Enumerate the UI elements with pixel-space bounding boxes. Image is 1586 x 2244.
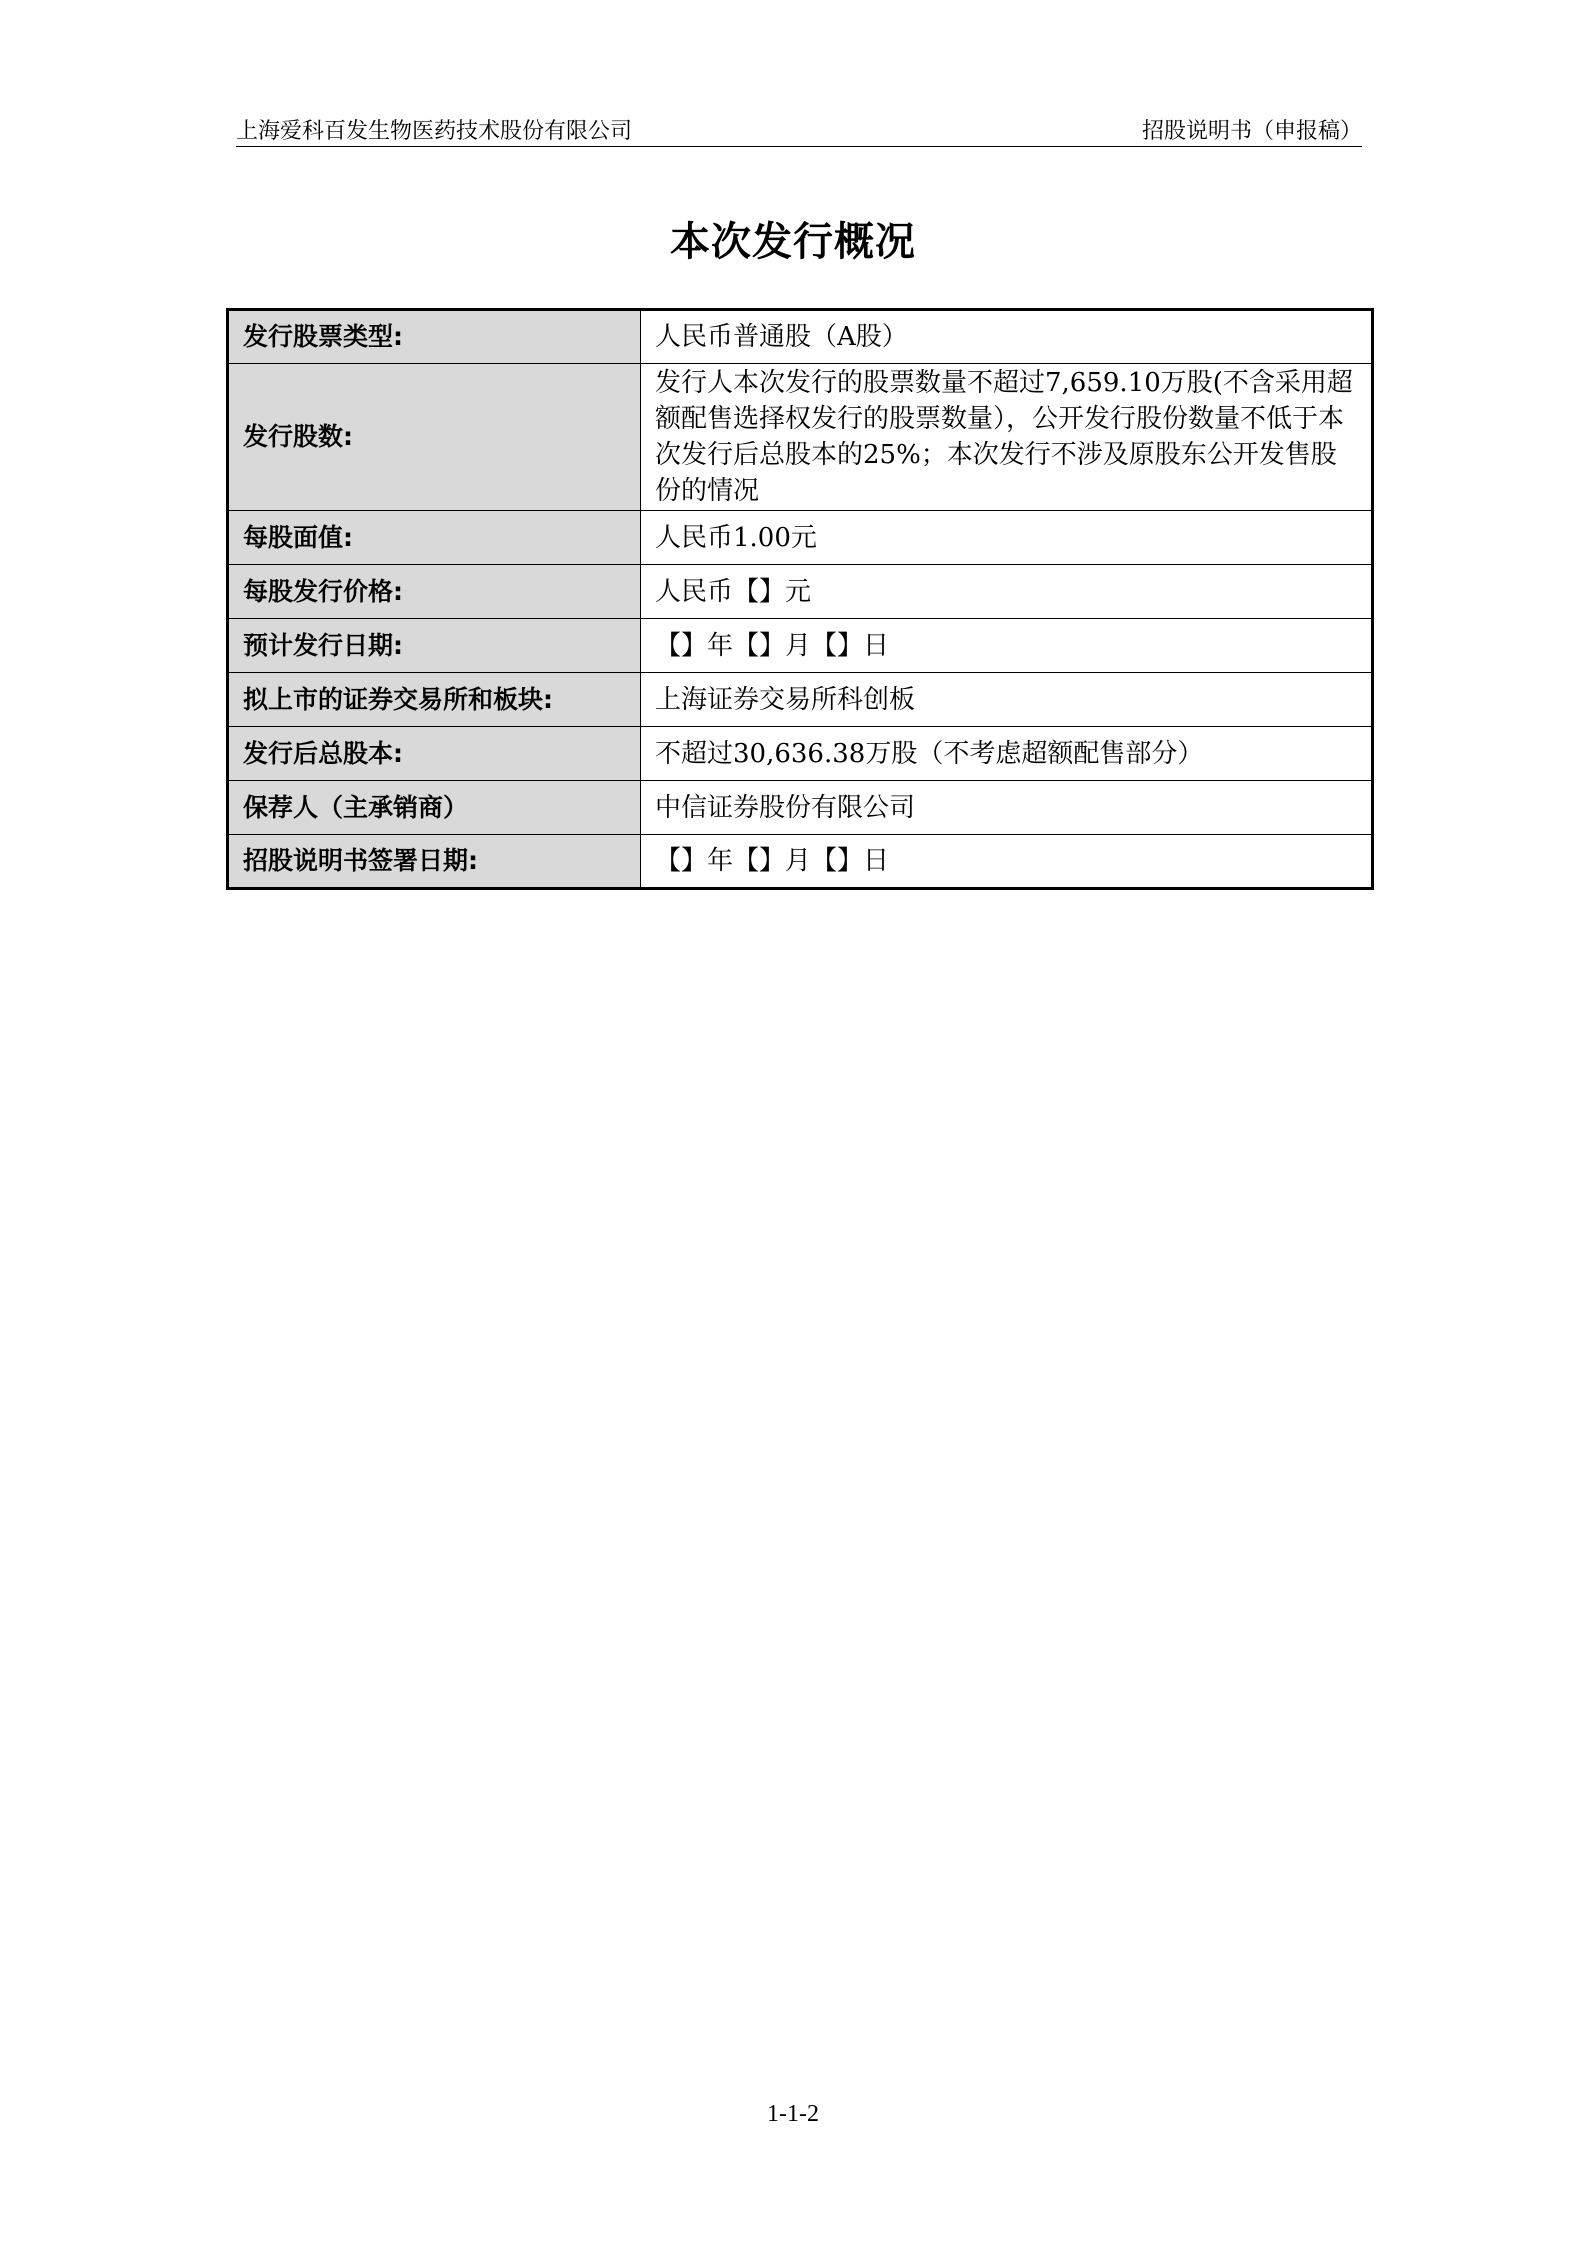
row-label: 发行股票类型: (228, 310, 641, 364)
row-value: 人民币1.00元 (641, 511, 1373, 565)
table-row (228, 673, 1373, 727)
row-value: 人民币普通股（A股） (641, 310, 1373, 364)
row-label: 每股面值: (228, 511, 641, 565)
row-label: 每股发行价格: (228, 565, 641, 619)
row-label: 保荐人（主承销商） (228, 781, 641, 835)
row-label: 发行后总股本: (228, 727, 641, 781)
table-row (228, 619, 1373, 673)
table-row (228, 727, 1373, 781)
row-value: 不超过30,636.38万股（不考虑超额配售部分） (641, 727, 1373, 781)
row-label: 预计发行日期: (228, 619, 641, 673)
row-value: 上海证券交易所科创板 (641, 673, 1373, 727)
row-value: 发行人本次发行的股票数量不超过7,659.10万股(不含采用超额配售选择权发行的股票数量），公开发行股份数量不低于本次发行后总股本的25%；本次发行不涉及原股东公开发售股份的情况 (641, 364, 1373, 511)
row-value: 【】年【】月【】日 (641, 835, 1373, 889)
company-name: 上海爱科百发生物医药技术股份有限公司 (236, 119, 633, 144)
page-header (236, 106, 1362, 147)
table-row (228, 565, 1373, 619)
page-number: 1-1-2 (767, 2101, 819, 2127)
table-row (228, 781, 1373, 835)
row-label: 发行股数: (228, 364, 641, 511)
row-value: 中信证券股份有限公司 (641, 781, 1373, 835)
row-label: 拟上市的证券交易所和板块: (228, 673, 641, 727)
table-row (228, 310, 1373, 364)
table-row (228, 364, 1373, 511)
page-title: 本次发行概况 (670, 219, 916, 265)
offering-summary-table (226, 308, 1374, 890)
table-row (228, 835, 1373, 889)
row-value: 人民币【】元 (641, 565, 1373, 619)
document-type: 招股说明书（申报稿） (1141, 119, 1362, 144)
row-label: 招股说明书签署日期: (228, 835, 641, 889)
table-row (228, 511, 1373, 565)
row-value: 【】年【】月【】日 (641, 619, 1373, 673)
